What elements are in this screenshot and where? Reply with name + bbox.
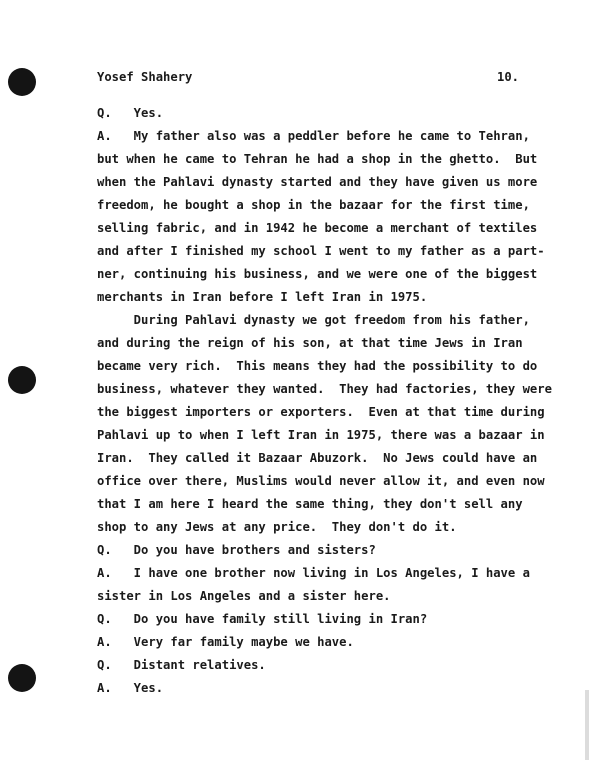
transcript-line: A. I have one brother now living in Los Angeles, I have a (97, 566, 530, 580)
transcript-line: business, whatever they wanted. They had factories, they were (97, 382, 552, 396)
transcript-line: Q. Do you have family still living in Iran? (97, 612, 428, 626)
transcript-line: shop to any Jews at any price. They don't do it. (97, 520, 457, 534)
transcript-line: merchants in Iran before I left Iran in 1975. (97, 290, 428, 304)
transcript-line: Q. Do you have brothers and sisters? (97, 543, 376, 557)
punch-hole (8, 68, 36, 96)
transcript-line: that I am here I heard the same thing, they don't sell any (97, 497, 523, 511)
transcript-line: Iran. They called it Bazaar Abuzork. No Jews could have an (97, 451, 538, 465)
transcript-line: office over there, Muslims would never allow it, and even now (97, 474, 545, 488)
transcript-line: the biggest importers or exporters. Even at that time during (97, 405, 545, 419)
transcript-line: sister in Los Angeles and a sister here. (97, 589, 391, 603)
transcript-line: but when he came to Tehran he had a shop in the ghetto. But (97, 152, 538, 166)
transcript-line: ner, continuing his business, and we were one of the biggest (97, 267, 538, 281)
transcript-line: During Pahlavi dynasty we got freedom from his father, (97, 313, 530, 327)
transcript-line: A. Very far family maybe we have. (97, 635, 354, 649)
punch-hole (8, 366, 36, 394)
transcript-line: and during the reign of his son, at that time Jews in Iran (97, 336, 523, 350)
transcript-line: became very rich. This means they had the possibility to do (97, 359, 538, 373)
interviewee-name: Yosef Shahery (97, 70, 193, 84)
transcript-line: selling fabric, and in 1942 he become a merchant of textiles (97, 221, 538, 235)
transcript-line: Q. Yes. (97, 106, 164, 120)
transcript-line: A. Yes. (97, 681, 164, 695)
transcript-line: and after I finished my school I went to my father as a part- (97, 244, 545, 258)
punch-hole (8, 664, 36, 692)
transcript-line: Pahlavi up to when I left Iran in 1975, there was a bazaar in (97, 428, 545, 442)
transcript-line: A. My father also was a peddler before he came to Tehran, (97, 129, 530, 143)
page-number: 10. (497, 70, 520, 84)
transcript-line: when the Pahlavi dynasty started and they have given us more (97, 175, 538, 189)
transcript-line: freedom, he bought a shop in the bazaar for the first time, (97, 198, 530, 212)
transcript-line: Q. Distant relatives. (97, 658, 266, 672)
scan-edge-shadow (585, 690, 589, 760)
